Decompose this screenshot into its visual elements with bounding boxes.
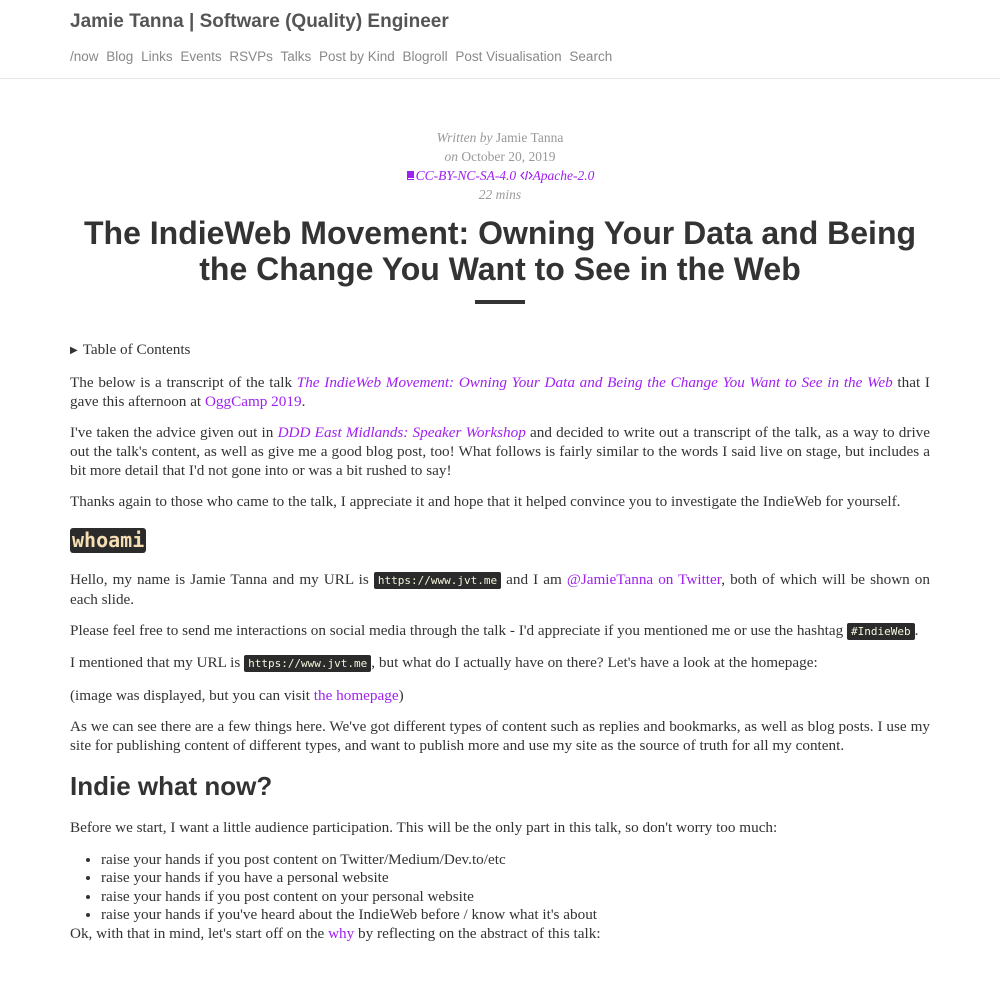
- audience-paragraph: Before we start, I want a little audience participation. This will be the only part in this talk, so don't worry too much:: [70, 819, 778, 837]
- whoami-heading: whoami: [72, 528, 145, 553]
- list-item: • raise your hands if you've heard about the IndieWeb before / know what it's about: [101, 906, 930, 925]
- code-license-link[interactable]: [520, 168, 595, 183]
- code-icon: [520, 170, 533, 181]
- site-title[interactable]: Jamie Tanna | Software (Quality) Engineer: [70, 11, 449, 32]
- hashtag-code: #IndieWeb: [847, 623, 915, 640]
- speaker-workshop-link[interactable]: DDD East Midlands: Speaker Workshop: [277, 424, 526, 442]
- image-note-paragraph: [70, 687, 930, 706]
- nav-item-talks[interactable]: Talks: [280, 49, 312, 64]
- post-date[interactable]: October 20, 2019: [461, 149, 556, 164]
- post-content: [70, 341, 930, 956]
- text: , but what do I actually have on there? Let's have a look at the homepage:: [371, 654, 818, 672]
- post-title: The IndieWeb Movement: Owning Your Data and Being the Change You Want to See in the Web: [83, 215, 917, 287]
- text: Ok, with that in mind, let's start off on the: [70, 925, 329, 943]
- code-license-label: Apache-2.0: [532, 168, 595, 183]
- indie-what-now-heading: Indie what now?: [70, 771, 273, 802]
- hello-paragraph: [70, 571, 930, 609]
- audience-list: [70, 851, 930, 925]
- text: that I gave this afternoon at: [70, 374, 930, 410]
- text: .: [914, 621, 919, 639]
- nav-item-post-by-kind[interactable]: Post by Kind: [318, 49, 395, 64]
- advice-paragraph: [70, 424, 930, 480]
- table-of-contents-toggle[interactable]: [70, 341, 930, 362]
- nav-item-now[interactable]: /now: [70, 49, 99, 64]
- nav-item-search[interactable]: Search: [569, 49, 613, 64]
- nav-item-blogroll[interactable]: Blogroll: [402, 49, 448, 64]
- oggcamp-link[interactable]: OggCamp 2019: [204, 392, 302, 410]
- reading-time: [0, 187, 1000, 203]
- text: I've taken the advice given out in: [70, 424, 278, 442]
- text: (image was displayed, but you can visit: [70, 686, 314, 704]
- reading-time-label: 22 mins: [478, 187, 522, 202]
- text: , both of which will be shown on each slide.: [70, 570, 930, 608]
- nav-item-rsvps[interactable]: RSVPs: [229, 49, 273, 64]
- nav-item-events[interactable]: Events: [180, 49, 222, 64]
- disclosure-triangle-icon: ▶: [70, 345, 78, 356]
- talk-link[interactable]: The IndieWeb Movement: Owning Your Data and Being the Change You Want to See in the Web: [296, 374, 893, 392]
- text: Please feel free to send me interactions on social media through the talk - I'd appreciate if you mentioned me or use the hashtag: [70, 621, 848, 639]
- nav-item-post-visualisation[interactable]: Post Visualisation: [455, 49, 562, 64]
- title-divider: [475, 300, 525, 304]
- text: by reflecting on the abstract of this talk:: [354, 925, 601, 943]
- book-icon: [406, 170, 416, 181]
- text: and I am: [501, 570, 567, 588]
- list-item: • raise your hands if you post content on your personal website: [101, 888, 930, 907]
- thanks-paragraph: Thanks again to those who came to the talk, I appreciate it and hope that it helped convince you to investigate the IndieWeb for yourself.: [70, 492, 901, 510]
- list-item: • raise your hands if you have a personal website: [101, 869, 930, 888]
- url-code: https://www.jvt.me: [374, 572, 501, 589]
- intro-paragraph: [70, 374, 930, 411]
- author-name[interactable]: Jamie Tanna: [495, 130, 564, 145]
- nav-item-links[interactable]: Links: [141, 49, 173, 64]
- twitter-link[interactable]: @JamieTanna on Twitter: [566, 570, 722, 588]
- why-link[interactable]: why: [328, 925, 355, 943]
- content-license-link[interactable]: [406, 168, 517, 183]
- text: Hello, my name is Jamie Tanna and my URL is: [70, 570, 374, 588]
- why-paragraph: [70, 925, 930, 944]
- homepage-link[interactable]: the homepage: [313, 686, 399, 704]
- site-header: [0, 0, 1000, 79]
- text: and decided to write out a transcript of the talk, as a way to drive out the talk's content, as well as give me a good blog post, too! What follows is fairly similar to the words I said live on stage, but includes a bit more detail that I'd not gone into or was a bit rushed to say!: [70, 424, 930, 479]
- text: ): [398, 686, 404, 704]
- text: .: [301, 392, 306, 410]
- url-code: https://www.jvt.me: [244, 655, 371, 672]
- site-nav: [70, 49, 616, 64]
- nav-item-blog[interactable]: Blog: [106, 49, 134, 64]
- author-line: [0, 130, 1000, 146]
- on-label: on: [444, 149, 458, 164]
- content-license-label: CC-BY-NC-SA-4.0: [415, 168, 517, 183]
- written-by-label: Written by: [436, 130, 493, 145]
- text: I mentioned that my URL is: [70, 654, 245, 672]
- license-line: [0, 168, 1000, 184]
- content-types-paragraph: As we can see there are a few things here. We've got different types of content such as replies and bookmarks, as well as blog posts. I use my site for publishing content of different types, and want to publish more and use my site as the source of truth for all my content.: [70, 718, 930, 754]
- date-line: [0, 149, 1000, 165]
- url-paragraph: [70, 654, 930, 674]
- list-item: • raise your hands if you post content on Twitter/Medium/Dev.to/etc: [101, 851, 930, 870]
- toc-label: Table of Contents: [82, 341, 191, 358]
- text: The below is a transcript of the talk: [70, 374, 297, 392]
- interactions-paragraph: [70, 622, 930, 642]
